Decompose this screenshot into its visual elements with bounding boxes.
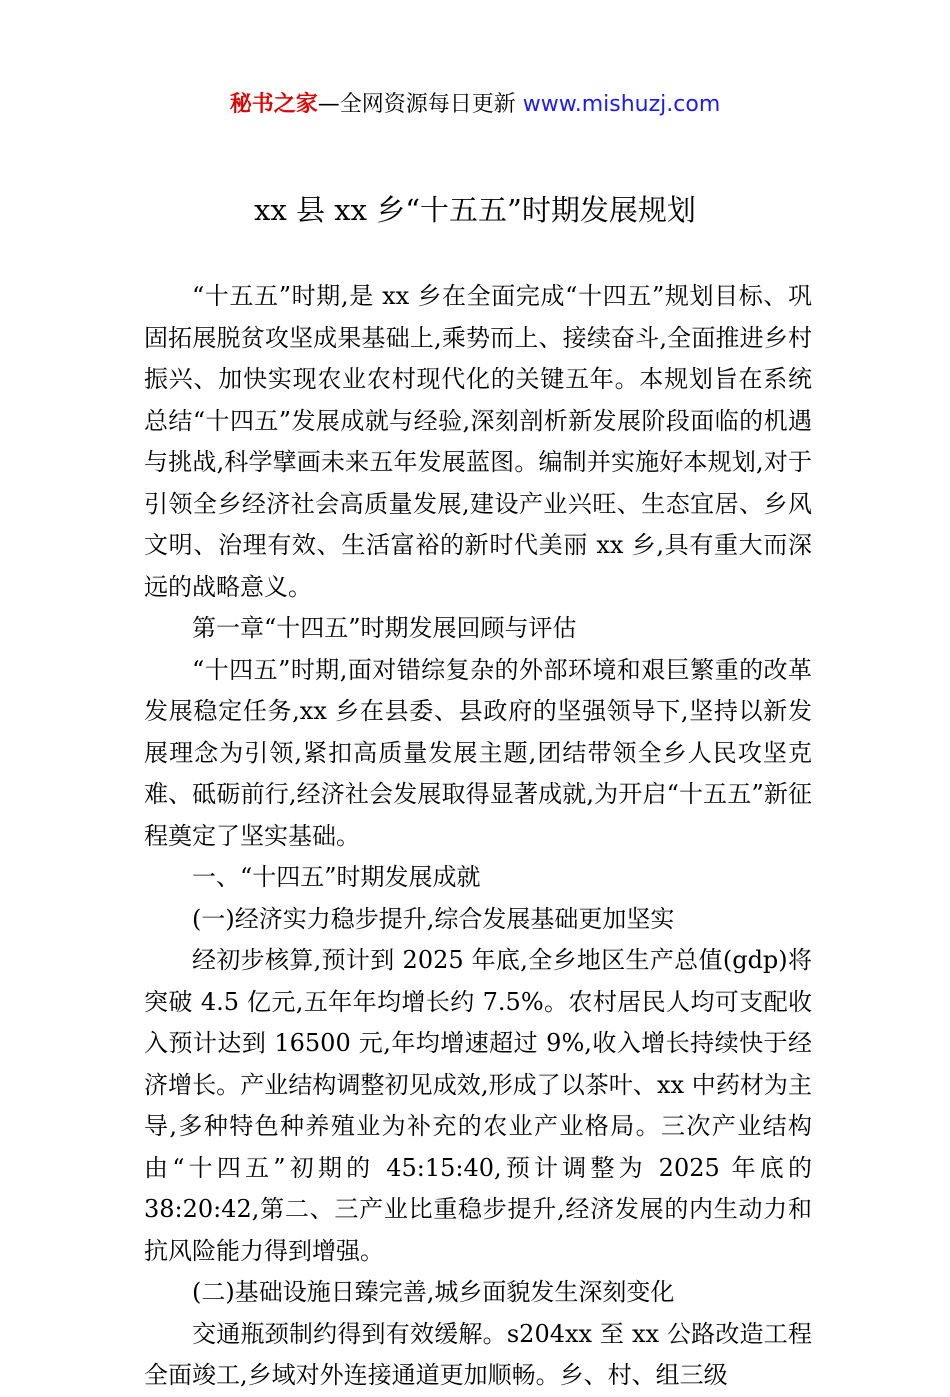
site-header bbox=[0, 86, 950, 124]
subsection-heading-economy: (一)经济实力稳步提升,综合发展基础更加坚实 bbox=[192, 904, 675, 933]
section-heading: 一、“十四五”时期发展成就 bbox=[192, 863, 481, 891]
document-body bbox=[144, 276, 812, 1397]
infrastructure-paragraph: 交通瓶颈制约得到有效缓解。s204xx 至 xx 公路改造工程全面竣工,乡域对外连接通道更加顺畅。乡、村、组三级 bbox=[144, 1319, 812, 1389]
site-brand: 秘书之家 bbox=[229, 92, 318, 117]
subsection-heading-infrastructure: (二)基础设施日臻完善,城乡面貌发生深刻变化 bbox=[192, 1278, 675, 1306]
economy-paragraph: 经初步核算,预计到 2025 年底,全乡地区生产总值(gdp)将突破 4.5 亿元,五年年均增长约 7.5%。农村居民人均可支配收入预计达到 16500 元,年均增速超过 9%,收入增长持续快于经济增长。产业结构调整初见成效,形成了以茶叶、xx 中药材为主导,多种特色种养殖业为补充的农业产业格局。三次产业结构由“十四五”初期的 45:15:40,预计调整为 2025 年底的 38:20:42,第二、三产业比重稳步提升,经济发展的内生动力和抗风险能力得到增强。 bbox=[144, 946, 812, 1265]
chapter-intro-paragraph: “十四五”时期,面对错综复杂的外部环境和艰巨繁重的改革发展稳定任务,xx 乡在县委、县政府的坚强领导下,坚持以新发展理念为引领,紧扣高质量发展主题,团结带领全乡人民攻坚克难、砥砺前行,经济社会发展取得显著成就,为开启“十五五”新征程奠定了坚实基础。 bbox=[144, 655, 812, 850]
chapter-heading: 第一章“十四五”时期发展回顾与评估 bbox=[192, 614, 577, 642]
intro-paragraph: “十五五”时期,是 xx 乡在全面完成“十四五”规划目标、巩固拓展脱贫攻坚成果基础上,乘势而上、接续奋斗,全面推进乡村振兴、加快实现农业农村现代化的关键五年。本规划旨在系统总结“十四五”发展成就与经验,深刻剖析新发展阶段面临的机遇与挑战,科学擘画未来五年发展蓝图。编制并实施好本规划,对于引领全乡经济社会高质量发展,建设产业兴旺、生态宜居、乡风文明、治理有效、生活富裕的新时代美丽 xx 乡,具有重大而深远的战略意义。 bbox=[144, 282, 812, 601]
site-url-link[interactable]: www.mishuzj.com bbox=[522, 92, 721, 117]
site-slogan: —全网资源每日更新 bbox=[317, 92, 523, 117]
document-title: xx 县 xx 乡“十五五”时期发展规划 bbox=[254, 193, 696, 227]
